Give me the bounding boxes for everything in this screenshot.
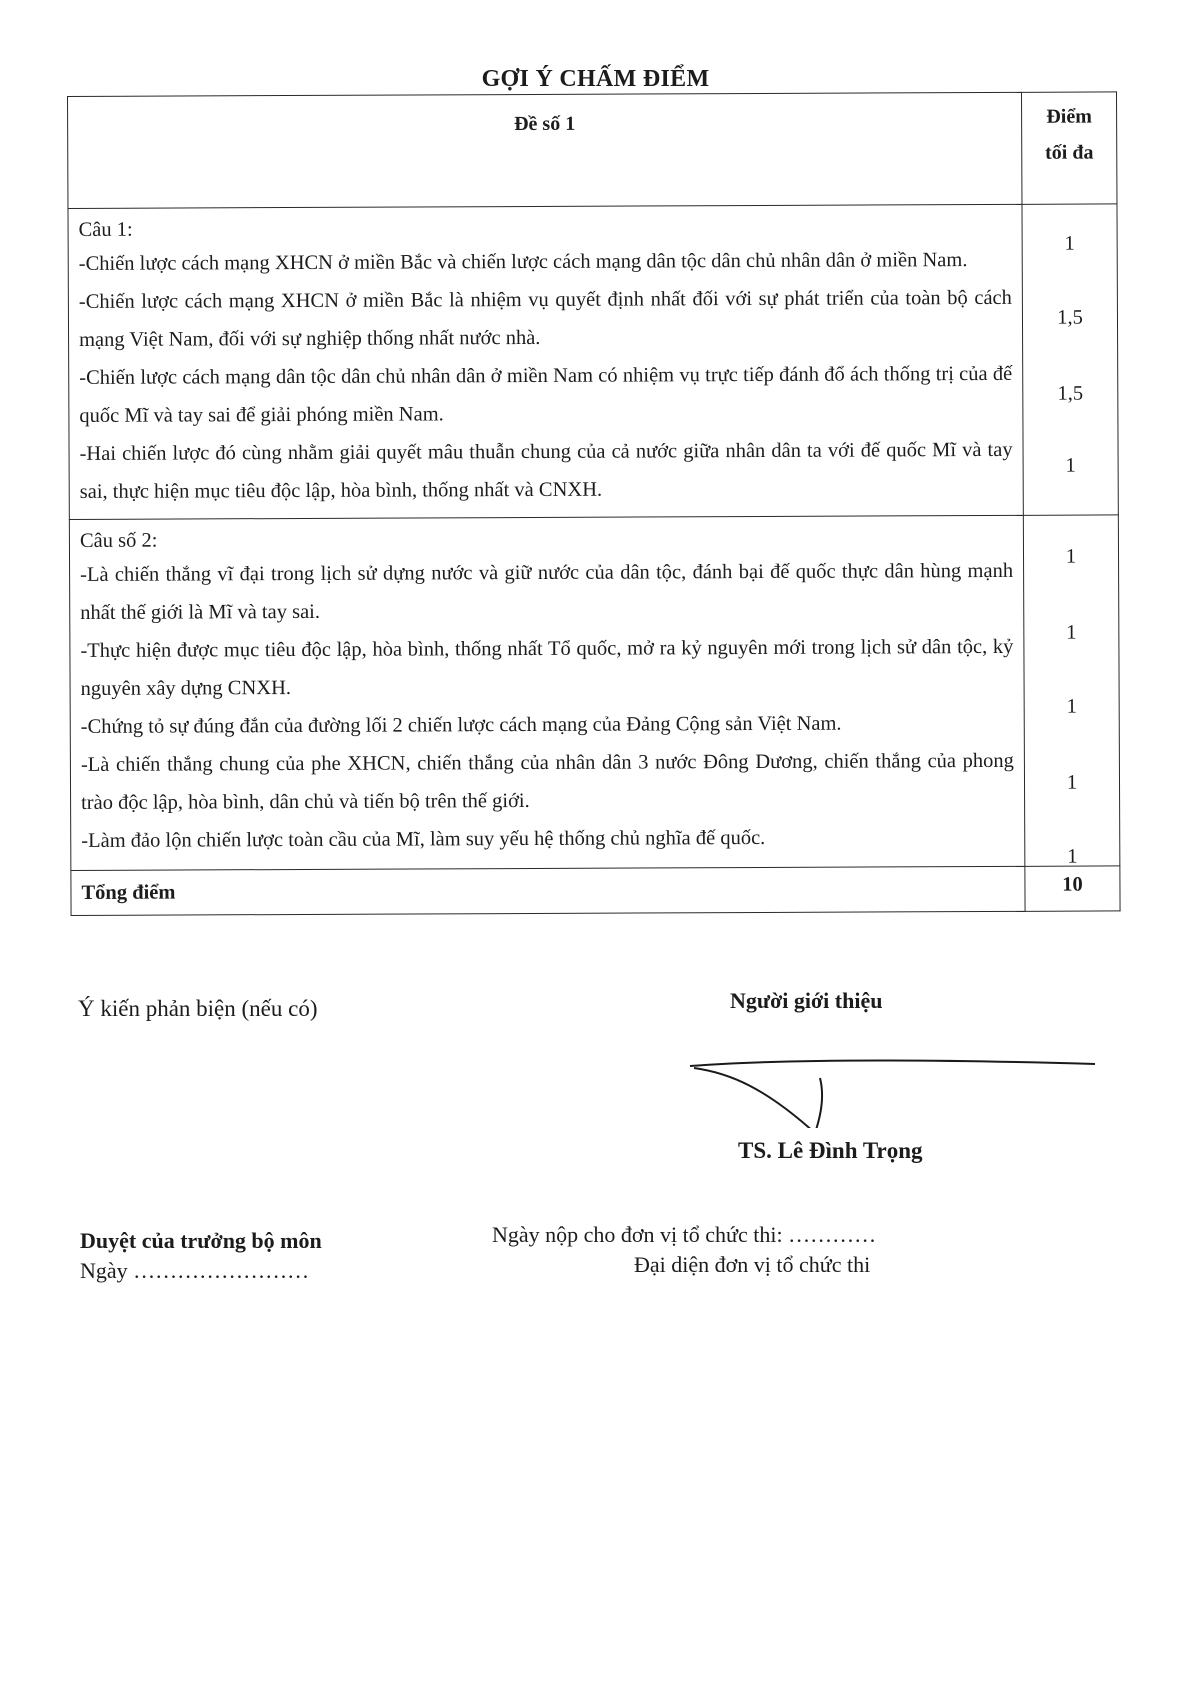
answer-item: -Chiến lược cách mạng XHCN ở miền Bắc là nhiệm vụ quyết định nhất đối với sự phát triển của toàn bộ cách mạng Việt Nam, đối với sự nghiệp thống nhất nước nhà.: [78, 286, 1012, 351]
table-header-row: [68, 92, 1117, 209]
grading-table: [67, 91, 1121, 916]
item-points: 1,5: [1057, 306, 1083, 329]
answer-item: -Làm đảo lộn chiến lược toàn cầu của Mĩ, làm suy yếu hệ thống chủ nghĩa đế quốc.: [81, 826, 766, 852]
question-1-content: [68, 204, 1023, 519]
item-points: 1: [1065, 545, 1077, 568]
item-points: 1: [1066, 695, 1077, 718]
item-points: 1,5: [1057, 382, 1084, 405]
question-row: [68, 204, 1118, 520]
max-points-header: [1021, 92, 1116, 204]
max-points-header-line2: tối đa: [1045, 141, 1094, 164]
introducer-name: TS. Lê Đình Trọng: [738, 1138, 923, 1163]
question-row: [69, 515, 1120, 871]
submission-representative: Đại diện đơn vị tổ chức thi: [634, 1252, 871, 1277]
answer-item: -Thực hiện được mục tiêu độc lập, hòa bình, thống nhất Tổ quốc, mở ra kỷ nguyên mới trong lịch sử dân tộc, kỷ nguyên xây dựng CNXH.: [80, 635, 1014, 700]
submission-date: Ngày nộp cho đơn vị tổ chức thi: …………: [492, 1222, 877, 1247]
item-points: 1: [1066, 621, 1077, 644]
question-1-points: [1022, 204, 1118, 515]
answer-item: -Chiến lược cách mạng XHCN ở miền Bắc và chiến lược cách mạng dân tộc dân chủ nhân dân ở miền Nam.: [78, 249, 968, 275]
exam-label: Đề số 1: [68, 92, 1022, 208]
answer-item: -Là chiến thắng vĩ đại trong lịch sử dựng nước và giữ nước của dân tộc, đánh bại đế quốc thực dân hùng mạnh nhất thế giới là Mĩ và tay sai.: [80, 559, 1014, 624]
question-2-points: [1023, 515, 1120, 866]
answer-item: -Là chiến thắng chung của phe XHCN, chiến thắng của nhân dân 3 nước Đông Dương, chiến thắng của phong trào độc lập, hòa bình, dân chủ và tiến bộ trên thế giới.: [80, 749, 1014, 814]
answer-item: -Chiến lược cách mạng dân tộc dân chủ nhân dân ở miền Nam có nhiệm vụ trực tiếp đánh đổ ách thống trị của đế quốc Mĩ và tay sai để giải phóng miền Nam.: [79, 362, 1013, 427]
approval-title: Duyệt của trưởng bộ môn: [80, 1228, 322, 1253]
page-title: GỢI Ý CHẤM ĐIỂM: [481, 66, 710, 92]
department-approval: [80, 1228, 322, 1284]
introducer-title: Người giới thiệu: [730, 988, 883, 1013]
answer-item: -Hai chiến lược đó cùng nhằm giải quyết mâu thuẫn chung của cả nước giữa nhân dân ta với đế quốc Mĩ và tay sai, thực hiện mục tiêu độc lập, hòa bình, thống nhất và CNXH.: [79, 438, 1013, 503]
handwritten-signature: [690, 1018, 1100, 1128]
total-label: Tổng điểm: [71, 866, 1025, 915]
item-points: 1: [1065, 454, 1076, 477]
question-label: Câu 1:: [78, 218, 133, 241]
item-points: 1: [1066, 771, 1078, 794]
approval-date: Ngày ……………………: [80, 1258, 310, 1283]
max-points-header-line1: Điểm: [1046, 105, 1092, 128]
total-row: [71, 866, 1120, 916]
answer-item: -Chứng tỏ sự đúng đắn của đường lối 2 chiến lược cách mạng của Đảng Cộng sản Việt Nam.: [80, 712, 842, 738]
item-points: 1: [1064, 232, 1075, 255]
submission-block: [492, 1222, 876, 1278]
total-value: 10: [1025, 866, 1120, 911]
reviewer-opinion-label: Ý kiến phản biện (nếu có): [78, 996, 318, 1021]
question-2-content: [69, 515, 1025, 870]
item-points: 1: [1067, 845, 1078, 868]
question-label: Câu số 2:: [79, 529, 158, 552]
